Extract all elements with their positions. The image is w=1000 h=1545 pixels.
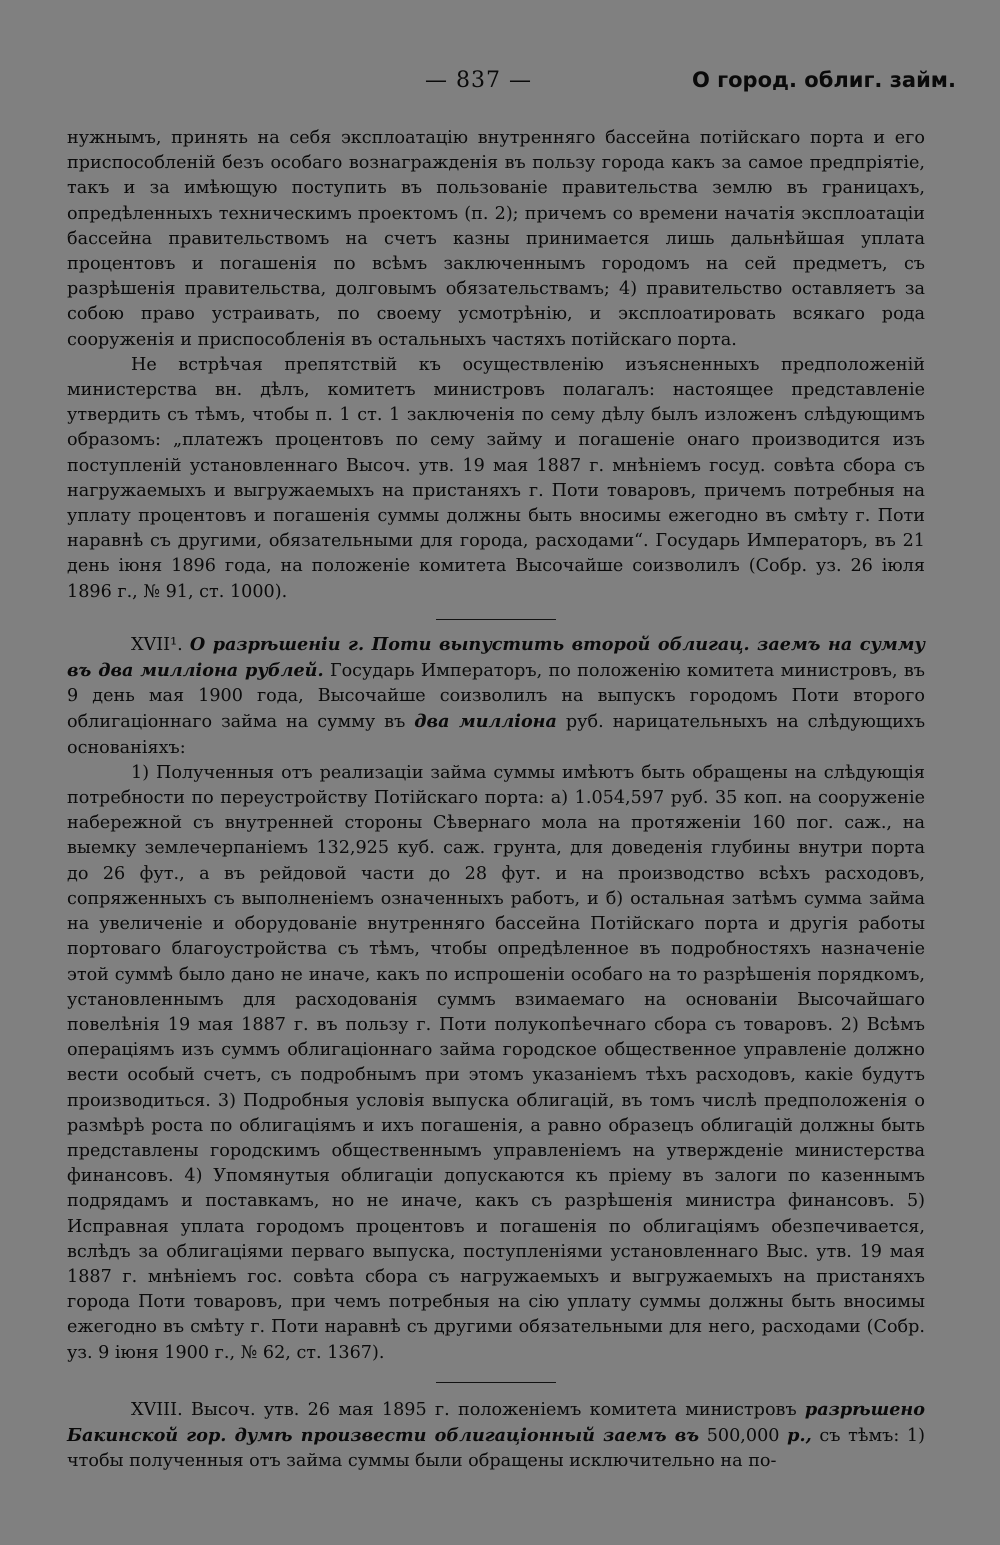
running-title: О город. облиг. займ. xyxy=(692,68,956,92)
section-xvii-amount: два милліона xyxy=(414,711,557,733)
section-xvii-number: XVII¹. xyxy=(131,634,183,655)
section-xvii xyxy=(67,632,925,761)
paragraph-committee-opinion: Не встрѣчая препятствій къ осуществленію изъясненныхъ предположеній министерства вн. дѣлъ, комитетъ министровъ полагалъ: настоящее представленіе утвердить съ тѣмъ, чтобы п. 1 ст. 1 заключенія по сему дѣлу былъ изложенъ слѣдующимъ образомъ: „платежъ процентовъ по сему займу и погашеніе онаго производится изъ поступленій установленнаго Высоч. утв. 19 мая 1887 г. мнѣніемъ госуд. совѣта сбора съ нагружаемыхъ и выгружаемыхъ на пристаняхъ г. Поти товаровъ, причемъ потребныя на уплату процентовъ и погашенія суммы должны быть вносимы ежегодно въ смѣту г. Поти наравнѣ съ другими, обязательными для города, расходами“. Государь Императоръ, въ 21 день іюня 1896 года, на положеніе комитета Высочайше соизволилъ (Собр. уз. 26 іюля 1896 г., № 91, ст. 1000). xyxy=(67,354,925,602)
paragraph-continuation: нужнымъ, принять на себя эксплоатацію внутренняго бассейна потійскаго порта и его приспособленій безъ особаго вознагражденія въ пользу города какъ за самое предпріятіе, такъ и за имѣющую поступить въ пользованіе правительства землю въ границахъ, опредѣленныхъ техническимъ проектомъ (п. 2); причемъ со времени начатія эксплоатаціи бассейна правительствомъ на счетъ казны принимается лишь дальнѣйшая уплата процентовъ и погашенія по всѣмъ заключеннымъ городомъ на сей предметъ, съ разрѣшенія правительства, долговымъ обязательствамъ; 4) правительство оставляетъ за собою право устраивать, по своему усмотрѣнію, и эксплоатировать всякаго рода сооруженія и приспособленія въ остальныхъ частяхъ потійскаго порта. xyxy=(67,128,925,350)
section-xviii-title: разрѣшено Бакинской гор. думѣ произвести облигаціонный заемъ въ xyxy=(67,1398,925,1446)
page-number: — 837 — xyxy=(425,68,532,93)
body-text xyxy=(67,126,925,1474)
section-xviii-amount: 500,000 xyxy=(706,1425,780,1446)
section-xviii-text-end: съ тѣмъ: 1) чтобы полученныя отъ займа суммы были обращены исключительно на по- xyxy=(67,1425,925,1472)
section-xvii-text: Государь Императоръ, по положенію комитета министровъ, въ 9 день мая 1900 года, Высочайше соизволилъ на выпускъ городомъ Поти второго облигаціоннаго займа на сумму въ xyxy=(67,661,926,733)
paragraph-loan-conditions: 1) Полученныя отъ реализаціи займа суммы имѣютъ быть обращены на слѣдующія потребности по переустройству Потійскаго порта: а) 1.054,597 руб. 35 коп. на сооруженіе набережной съ внутренней стороны Сѣвернаго мола на протяженіи 160 пог. саж., на выемку землечерпаніемъ 132,925 куб. саж. грунта, для доведенія глубины внутри порта до 26 фут., а въ рейдовой части до 28 фут. и на производство всѣхъ расходовъ, сопряженныхъ съ выполненіемъ означенныхъ работъ, и б) остальная затѣмъ сумма займа на увеличеніе и оборудованіе внутренняго бассейна Потійскаго порта и другія работы портоваго благоустройства съ тѣмъ, чтобы опредѣленное въ подробностяхъ назначеніе этой суммѣ было дано не иначе, какъ по испрошеніи особаго на то разрѣшенія порядкомъ, установленнымъ для расходованія суммъ взимаемаго на основаніи Высочайшаго повелѣнія 19 мая 1887 г. въ пользу г. Поти полукопѣечнаго сбора съ товаровъ. 2) Всѣмъ операціямъ изъ суммъ облигаціоннаго займа городское общественное управленіе должно вести особый счетъ, съ подробнымъ при этомъ указаніемъ тѣхъ расходовъ, какіе будутъ производиться. 3) Подробныя условія выпуска облигацій, въ томъ числѣ предположенія о размѣрѣ роста по облигаціямъ и ихъ погашенія, а равно образецъ облигацій должны быть представлены городскимъ общественнымъ управленіемъ на утвержденіе министерства финансовъ. 4) Упомянутыя облигаціи допускаются къ пріему въ залоги по казеннымъ подрядамъ и поставкамъ, но не иначе, какъ съ разрѣшенія министра финансовъ. 5) Исправная уплата городомъ процентовъ и погашенія по облигаціямъ обезпечивается, вслѣдъ за облигаціями перваго выпуска, поступленіями установленнаго Выс. утв. 19 мая 1887 г. мнѣніемъ гос. совѣта сбора съ нагружаемыхъ и выгружаемыхъ на пристаняхъ города Поти товаровъ, при чемъ потребныя на сію уплату суммы должны быть вносимы ежегодно въ смѣту г. Поти наравнѣ съ другими обязательными для него, расходами (Собр. уз. 9 іюня 1900 г., № 62, ст. 1367). xyxy=(67,762,925,1363)
section-xviii-text: XVIII. Высоч. утв. 26 мая 1895 г. положеніемъ комитета министровъ xyxy=(131,1399,797,1420)
section-xviii xyxy=(67,1397,925,1475)
section-xvii-text-end: руб. нарицательныхъ на слѣдующихъ основаніяхъ: xyxy=(67,712,926,758)
section-xvii-title: О разрѣшеніи г. Поти выпустить второй облигац. заемъ на сумму въ два милліона рублей. xyxy=(67,633,926,682)
section-divider-2 xyxy=(436,1382,556,1383)
section-divider xyxy=(436,619,556,620)
page-header xyxy=(0,68,1000,104)
section-xviii-currency: р., xyxy=(787,1424,812,1446)
